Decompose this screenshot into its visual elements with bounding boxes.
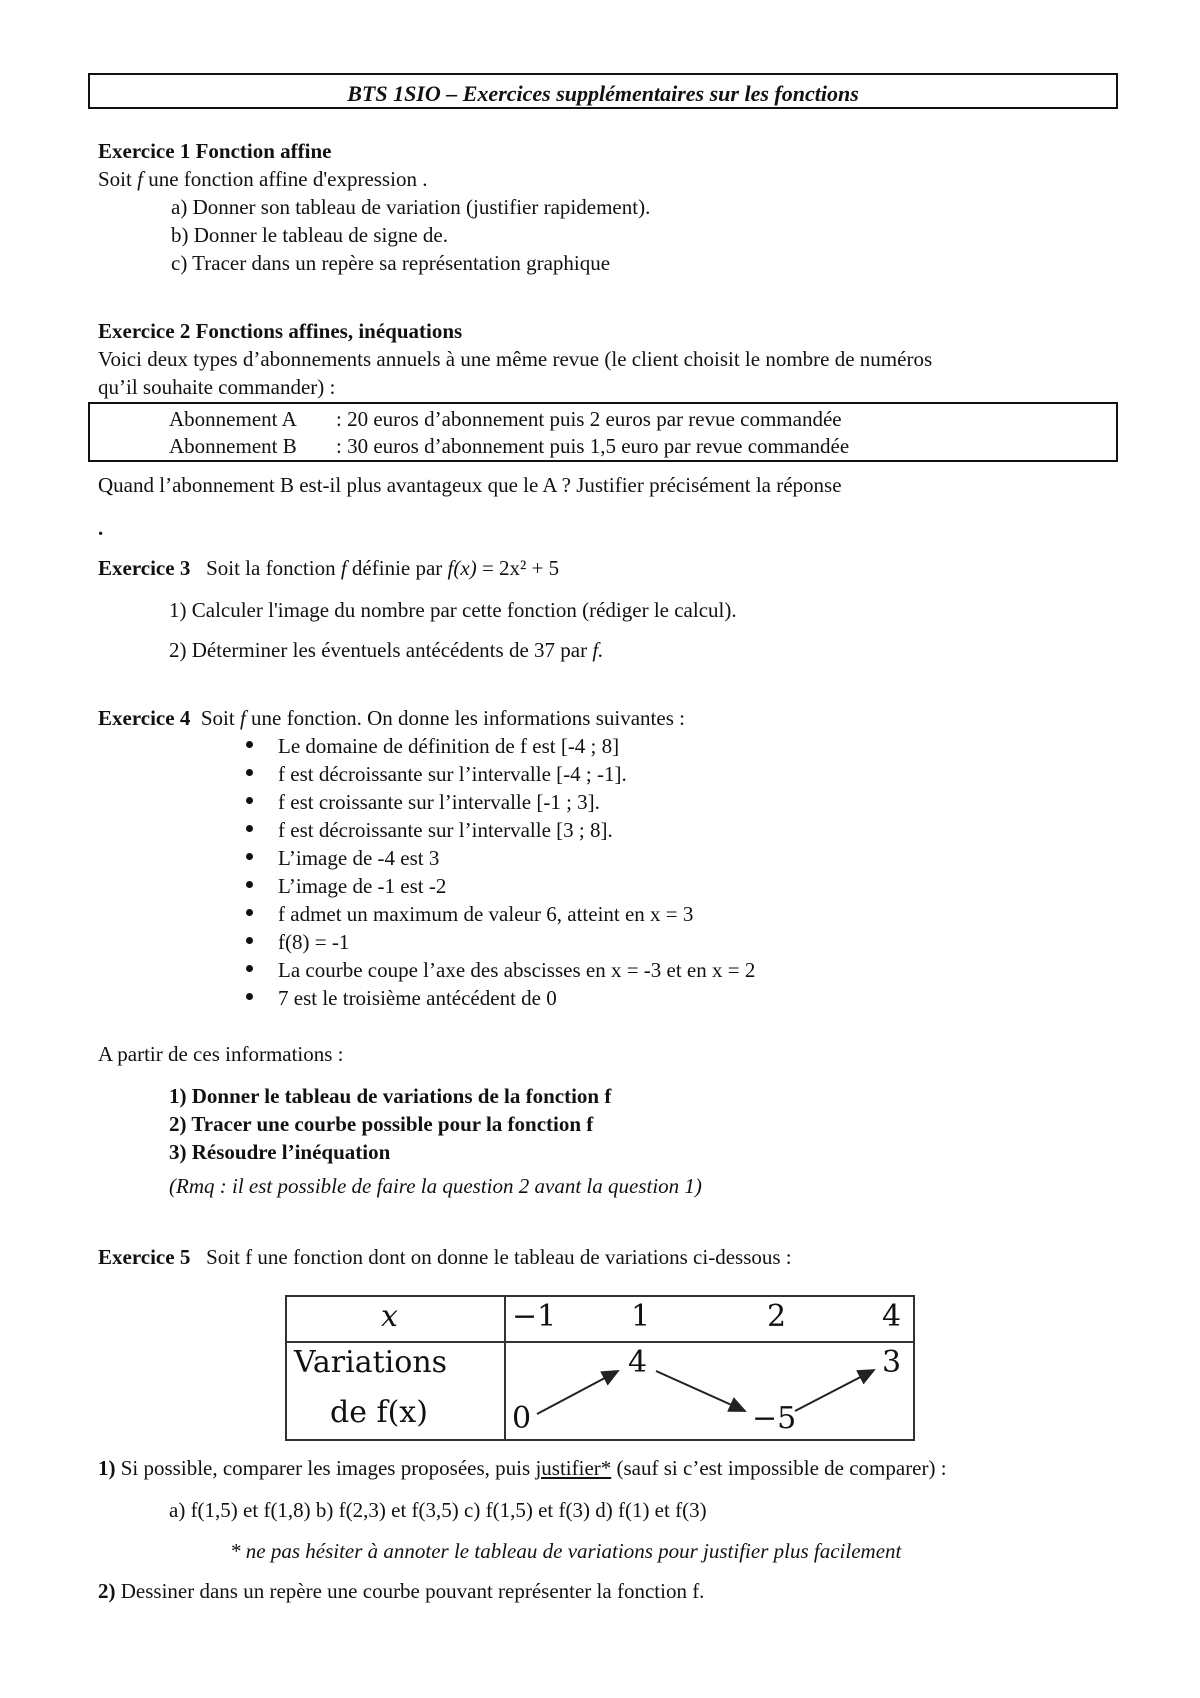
ex4-bullet-4: f est décroissante sur l’intervalle [3 ; 8]. — [278, 818, 613, 842]
arrow-up-2 — [795, 1370, 874, 1411]
ex4-bullet-9: La courbe coupe l’axe des abscisses en x = -3 et en x = 2 — [278, 958, 756, 982]
ex1-item-b: b) Donner le tableau de signe de. — [171, 223, 448, 247]
sub-b-desc: : 30 euros d’abonnement puis 1,5 euro par revue commandée — [336, 434, 850, 458]
vt-x-label: x — [381, 1299, 398, 1334]
ex4-heading: Exercice 4 — [98, 706, 191, 730]
vt-f-value-2: 4 — [628, 1345, 648, 1380]
ex4-q2: 2) Tracer une courbe possible pour la fonction f — [169, 1112, 594, 1136]
vt-row-label-2: de f(x) — [330, 1395, 428, 1430]
ex3-intro-b: définie par — [346, 556, 448, 580]
ex3-intro-f: f — [340, 556, 347, 580]
ex4-bullet-6: L’image de -1 est -2 — [278, 874, 447, 898]
ex4-rmq: (Rmq : il est possible de faire la question 2 avant la question 1) — [169, 1174, 702, 1198]
ex4-bullet-2: f est décroissante sur l’intervalle [-4 ; -1]. — [278, 762, 627, 786]
ex5-q2-num: 2) — [98, 1579, 116, 1603]
ex4-bullet-8: f(8) = -1 — [278, 930, 350, 954]
ex3-intro-a: Soit la fonction — [206, 556, 341, 580]
ex4-bullet-5: L’image de -4 est 3 — [278, 846, 440, 870]
ex2-heading: Exercice 2 Fonctions affines, inéquations — [98, 319, 463, 343]
vt-x-value-2: 1 — [631, 1299, 651, 1334]
document-title: BTS 1SIO – Exercices supplémentaires sur les fonctions — [347, 81, 859, 106]
arrow-down — [656, 1371, 745, 1411]
ex2-dot: . — [98, 516, 104, 540]
ex5-q1-underlined: justifier* — [535, 1456, 612, 1480]
ex4-q1: 1) Donner le tableau de variations de la fonction f — [169, 1084, 612, 1108]
sub-a-name: Abonnement A — [169, 407, 297, 431]
ex3-formula-rhs: = 2x² + 5 — [476, 556, 560, 580]
ex5-q1-num: 1) — [98, 1456, 116, 1480]
ex2-question: Quand l’abonnement B est-il plus avantageux que le A ? Justifier précisément la réponse — [98, 473, 842, 497]
ex1-item-c: c) Tracer dans un repère sa représentation graphique — [171, 251, 611, 275]
ex5-intro: Soit f une fonction dont on donne le tableau de variations ci-dessous : — [206, 1245, 792, 1269]
ex1-intro-a: Soit — [98, 167, 138, 191]
ex4-bullet-1: Le domaine de définition de f est [-4 ; 8] — [278, 734, 620, 758]
ex2-intro-line1: Voici deux types d’abonnements annuels à une même revue (le client choisit le nombre de numéros — [98, 347, 933, 371]
vt-f-value-4: 3 — [882, 1345, 902, 1380]
ex3-q1: 1) Calculer l'image du nombre par cette fonction (rédiger le calcul). — [169, 598, 737, 622]
ex4-bullet-7: f admet un maximum de valeur 6, atteint en x = 3 — [278, 902, 694, 926]
ex1-intro-f: f — [137, 167, 143, 191]
vt-f-value-1: 0 — [512, 1401, 532, 1436]
ex4-intro-a: Soit — [200, 706, 240, 730]
ex3-q2-f: f. — [592, 638, 604, 662]
ex3-heading: Exercice 3 — [98, 556, 191, 580]
ex4-apartir: A partir de ces informations : — [98, 1042, 344, 1066]
ex5-q2-text: Dessiner dans un repère une courbe pouvant représenter la fonction f. — [115, 1579, 705, 1603]
ex5-q1-a: Si possible, comparer les images proposées, puis — [115, 1456, 536, 1480]
ex4-q3: 3) Résoudre l’inéquation — [169, 1140, 391, 1164]
ex3-q2-a: 2) Déterminer les éventuels antécédents de 37 par — [169, 638, 593, 662]
vt-x-value-1: −1 — [512, 1299, 557, 1334]
ex4-intro-b: une fonction. On donne les informations suivantes : — [245, 706, 685, 730]
ex4-intro-f: f — [239, 706, 246, 730]
vt-row-label-1: Variations — [294, 1345, 448, 1380]
ex3-formula-lhs: f(x) — [447, 556, 477, 580]
ex5-q1 — [98, 1458, 947, 1479]
ex5-q1-b: (sauf si c’est impossible de comparer) : — [611, 1456, 947, 1480]
arrow-up-1 — [537, 1371, 618, 1414]
sub-b-name: Abonnement B — [169, 434, 297, 458]
ex5-heading: Exercice 5 — [98, 1245, 191, 1269]
vt-x-value-4: 4 — [882, 1299, 902, 1334]
ex5-q2 — [98, 1581, 704, 1602]
vt-x-value-3: 2 — [767, 1299, 787, 1334]
ex5-note: * ne pas hésiter à annoter le tableau de variations pour justifier plus facilement — [230, 1539, 902, 1563]
ex2-intro-line2: qu’il souhaite commander) : — [98, 375, 336, 399]
vt-f-value-3: −5 — [752, 1401, 797, 1436]
ex1-item-a: a) Donner son tableau de variation (justifier rapidement). — [171, 195, 651, 219]
ex4-bullet-10: 7 est le troisième antécédent de 0 — [278, 986, 557, 1010]
ex1-heading: Exercice 1 Fonction affine — [98, 139, 332, 163]
ex4-bullet-3: f est croissante sur l’intervalle [-1 ; 3]. — [278, 790, 600, 814]
sub-a-desc: : 20 euros d’abonnement puis 2 euros par revue commandée — [336, 407, 842, 431]
ex1-intro-b: une fonction affine d'expression . — [142, 167, 428, 191]
ex5-compare: a) f(1,5) et f(1,8) b) f(2,3) et f(3,5) c) f(1,5) et f(3) d) f(1) et f(3) — [169, 1498, 707, 1522]
